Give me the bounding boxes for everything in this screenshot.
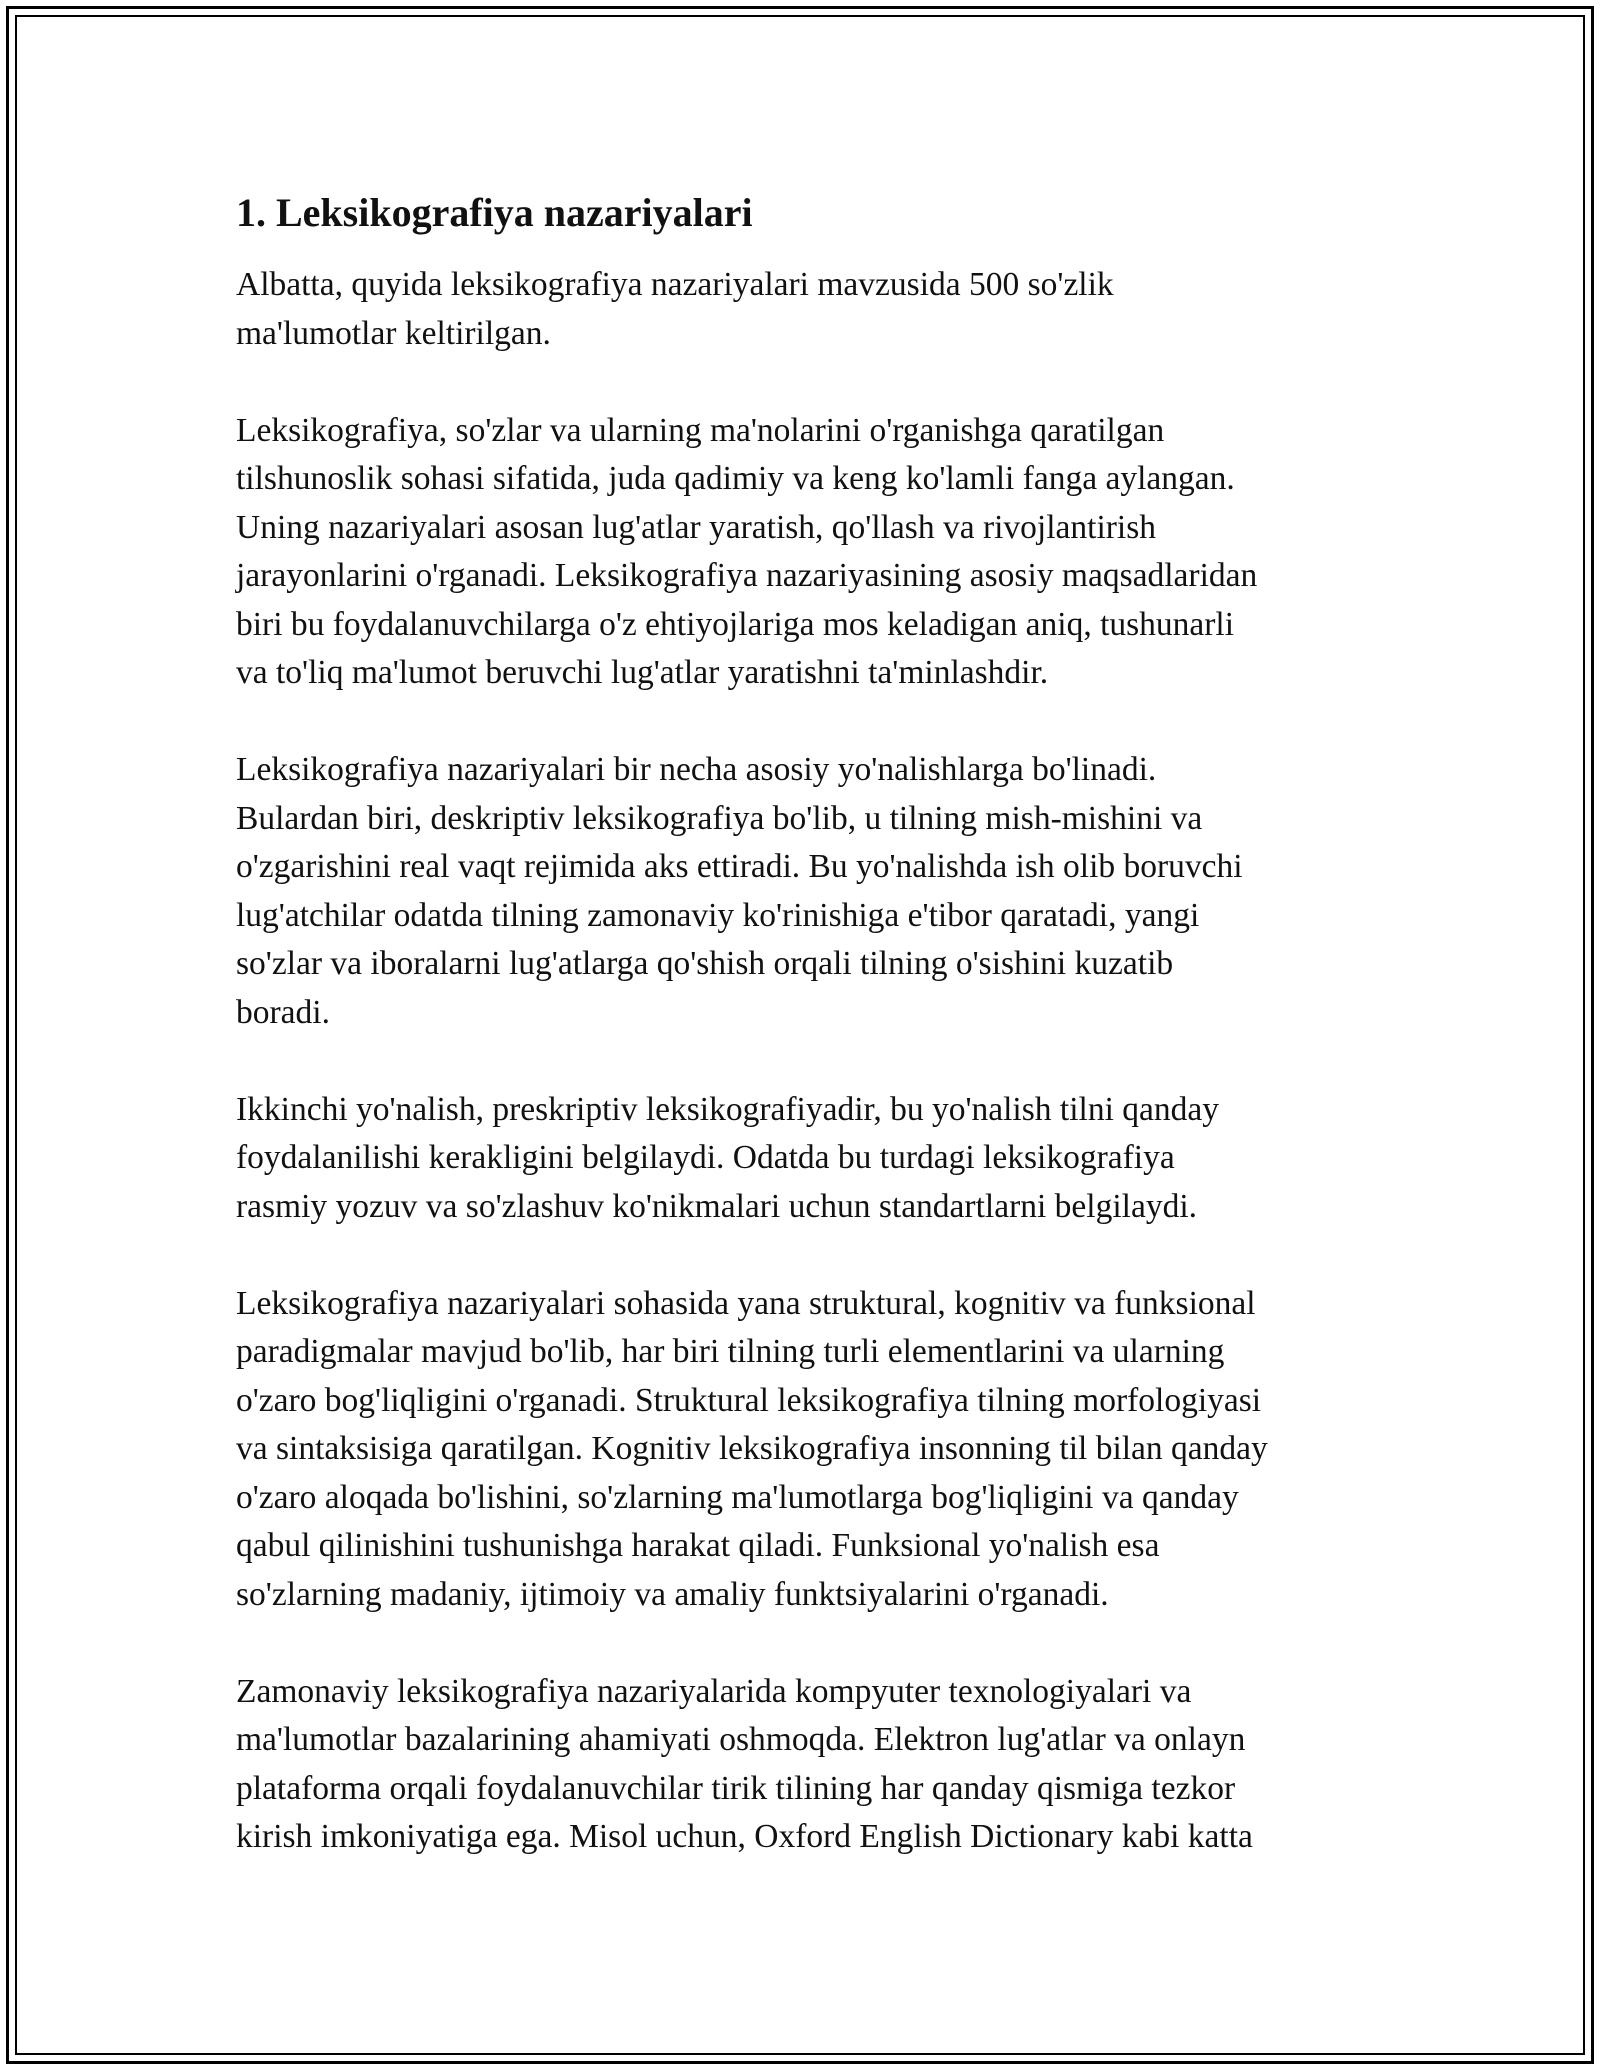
paragraph	[236, 1280, 1376, 1620]
paragraph	[236, 407, 1376, 698]
paragraph-line: Leksikografiya nazariyalari sohasida yana struktural, kognitiv va funksional	[236, 1284, 1256, 1322]
paragraph-line: plataforma orqali foydalanuvchilar tirik tilining har qanday qismiga tezkor	[236, 1769, 1236, 1807]
paragraph-line: va sintaksisiga qaratilgan. Kognitiv leksikografiya insonning til bilan qanday	[236, 1430, 1268, 1467]
paragraph-line: Ikkinchi yo'nalish, preskriptiv leksikografiyadir, bu yo'nalish tilni qanday	[236, 1090, 1219, 1128]
section-heading: 1. Leksikografiya nazariyalari	[236, 190, 753, 235]
paragraph-line: kirish imkoniyatiga ega. Misol uchun, Oxford English Dictionary kabi katta	[236, 1818, 1253, 1855]
paragraph-line: paradigmalar mavjud bo'lib, har biri tilning turli elementlarini va ularning	[236, 1333, 1225, 1370]
paragraph-line: boradi.	[236, 993, 330, 1031]
paragraph	[236, 261, 1376, 358]
paragraph-line: tilshunoslik sohasi sifatida, juda qadimiy va keng ko'lamli fanga aylangan.	[236, 460, 1235, 497]
paragraph-line: lug'atchilar odatda tilning zamonaviy ko'rinishiga e'tibor qaratadi, yangi	[236, 896, 1200, 934]
paragraph-line: jarayonlarini o'rganadi. Leksikografiya nazariyasining asosiy maqsadlaridan	[236, 557, 1258, 594]
paragraph	[236, 1086, 1376, 1232]
paragraph-list	[236, 261, 1376, 1862]
paragraph-line: ma'lumotlar keltirilgan.	[236, 314, 551, 352]
paragraph-line: Leksikografiya nazariyalari bir necha asosiy yo'nalishlarga bo'linadi.	[236, 751, 1157, 788]
paragraph-line: o'zaro bog'liqligini o'rganadi. Struktural leksikografiya tilning morfologiyasi	[236, 1381, 1262, 1419]
paragraph-line: so'zlarning madaniy, ijtimoiy va amaliy funktsiyalarini o'rganadi.	[236, 1575, 1109, 1613]
paragraph-line: qabul qilinishini tushunishga harakat qiladi. Funksional yo'nalish esa	[236, 1527, 1160, 1564]
paragraph-line: biri bu foydalanuvchilarga o'z ehtiyojlariga mos keladigan aniq, tushunarli	[236, 605, 1235, 643]
paragraph-line: ma'lumotlar bazalarining ahamiyati oshmoqda. Elektron lug'atlar va onlayn	[236, 1721, 1246, 1758]
paragraph-line: Albatta, quyida leksikografiya nazariyalari mavzusida 500 so'zlik	[236, 266, 1114, 303]
paragraph-line: o'zaro aloqada bo'lishini, so'zlarning ma'lumotlarga bog'liqligini va qanday	[236, 1478, 1239, 1516]
paragraph-line: rasmiy yozuv va so'zlashuv ko'nikmalari uchun standartlarni belgilaydi.	[236, 1187, 1197, 1225]
document-body	[236, 185, 1376, 1910]
paragraph-line: Bulardan biri, deskriptiv leksikografiya bo'lib, u tilning mish-mishini va	[236, 799, 1203, 837]
paragraph-line: Zamonaviy leksikografiya nazariyalarida kompyuter texnologiyalari va	[236, 1672, 1192, 1710]
paragraph	[236, 1668, 1376, 1862]
paragraph	[236, 746, 1376, 1037]
paragraph-line: Uning nazariyalari asosan lug'atlar yaratish, qo'llash va rivojlantirish	[236, 508, 1157, 546]
paragraph-line: o'zgarishini real vaqt rejimida aks ettiradi. Bu yo'nalishda ish olib boruvchi	[236, 848, 1243, 885]
paragraph-line: va to'liq ma'lumot beruvchi lug'atlar yaratishni ta'minlashdir.	[236, 654, 1049, 691]
paragraph-line: Leksikografiya, so'zlar va ularning ma'nolarini o'rganishga qaratilgan	[236, 411, 1165, 449]
paragraph-line: so'zlar va iboralarni lug'atlarga qo'shish orqali tilning o'sishini kuzatib	[236, 945, 1174, 982]
paragraph-line: foydalanilishi kerakligini belgilaydi. Odatda bu turdagi leksikografiya	[236, 1139, 1175, 1176]
